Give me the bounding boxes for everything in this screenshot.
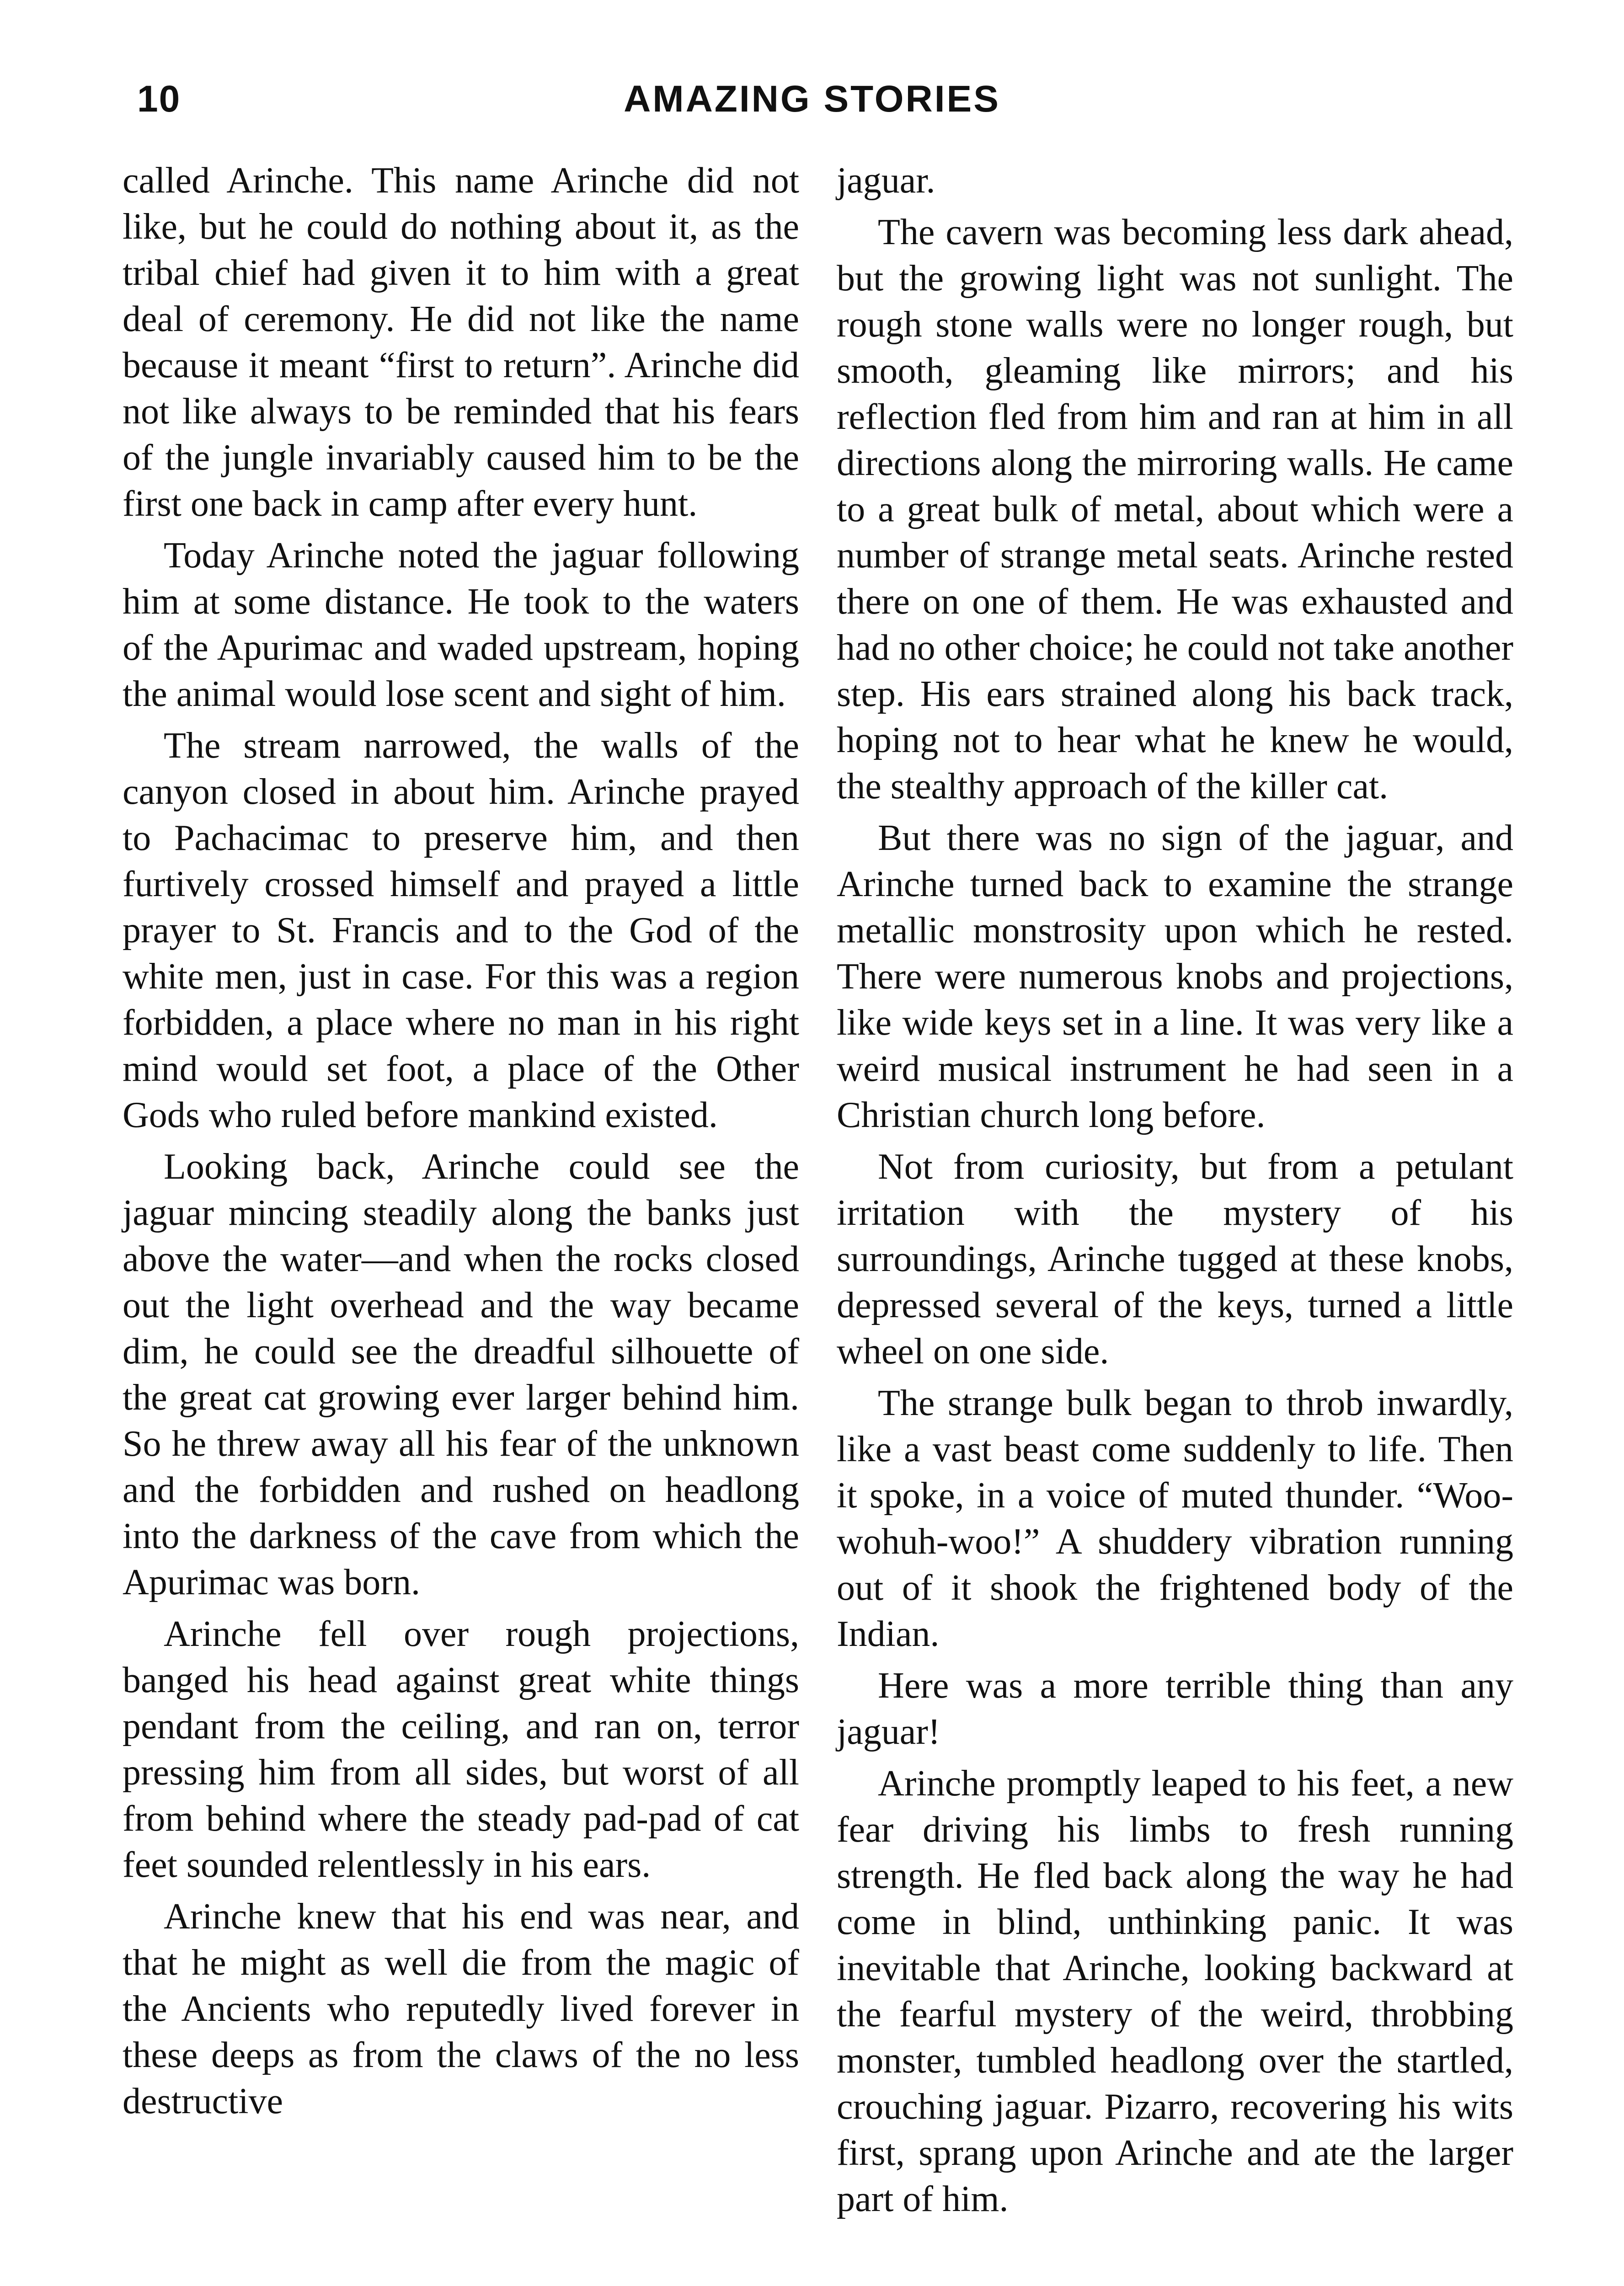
paragraph: Not from curiosity, but from a petulant irritation with the mystery of his surroundings, Arinche tugged at these knobs, depressed several of the keys, turned a little wheel on one side. [837,1147,1513,1372]
paragraph: Arinche knew that his end was near, and that he might as well die from the magic of the Ancients who reputedly lived forever in these deeps as from the claws of the no less destructive [123,1896,799,2121]
paragraph: Arinche promptly leaped to his feet, a new fear driving his limbs to fresh running strength. He fled back along the way he had come in blind, unthinking panic. It was inevitable that Arinche, looking backward at the fearful mystery of the weird, throbbing monster, tumbled headlong over the startled, crouching jaguar. Pizarro, recovering his wits first, sprang upon Arinche and ate the larger part of him. [837,1763,1513,2219]
paragraph: Arinche fell over rough projections, banged his head against great white things pendant from the ceiling, and ran on, terror pressing him from all sides, but worst of all from behind where the steady pad-pad of cat feet sounded relentlessly in his ears. [123,1614,799,1885]
paragraph: The stream narrowed, the walls of the canyon closed in about him. Arinche prayed to Pachacimac to preserve him, and then furtively crossed himself and prayed a little prayer to St. Francis and to the God of the white men, just in case. For this was a region forbidden, a place where no man in his right mind would set foot, a place of the Other Gods who ruled before mankind existed. [123,726,799,1135]
paragraph: called Arinche. This name Arinche did not like, but he could do nothing about it, as the tribal chief had given it to him with a great deal of ceremony. He did not like the name because it meant “first to return”. Arinche did not like always to be reminded that his fears of the jungle invariably caused him to be the first one back in camp after every hunt. [123,160,799,524]
left-column [123,158,799,2130]
paragraph: jaguar. [837,160,935,201]
paragraph: But there was no sign of the jaguar, and Arinche turned back to examine the strange metallic monstrosity upon which he rested. There were numerous knobs and projections, like wide keys set in a line. It was very like a weird musical instrument he had seen in a Christian church long before. [837,818,1513,1135]
paragraph: Looking back, Arinche could see the jaguar mincing steadily along the banks just above the water—and when the rocks closed out the light overhead and the way became dim, he could see the dreadful silhouette of the great cat growing ever larger behind him. So he threw away all his fear of the unknown and the forbidden and rushed on headlong into the darkness of the cave from which the Apurimac was born. [123,1147,799,1602]
page-number: 10 [137,78,181,120]
running-head: AMAZING STORIES [624,78,1000,120]
paragraph: The cavern was becoming less dark ahead, but the growing light was not sunlight. The rough stone walls were no longer rough, but smooth, gleaming like mirrors; and his reflection fled from him and ran at him in all directions along the mirroring walls. He came to a great bulk of metal, about which were a number of strange metal seats. Arinche rested there on one of them. He was exhausted and had no other choice; he could not take another step. His ears strained along his back track, hoping not to hear what he knew he would, the stealthy approach of the killer cat. [837,212,1513,807]
right-column [837,158,1513,2228]
page-header [0,69,1624,133]
paragraph: The strange bulk began to throb inwardly, like a vast beast come suddenly to life. Then it spoke, in a voice of muted thunder. “Woo-wohuh-woo!” A shuddery vibration running out of it shook the frightened body of the Indian. [837,1383,1513,1654]
paragraph: Today Arinche noted the jaguar following him at some distance. He took to the waters of the Apurimac and waded upstream, hoping the animal would lose scent and sight of him. [123,535,799,714]
paragraph: Here was a more terrible thing than any jaguar! [837,1666,1513,1752]
